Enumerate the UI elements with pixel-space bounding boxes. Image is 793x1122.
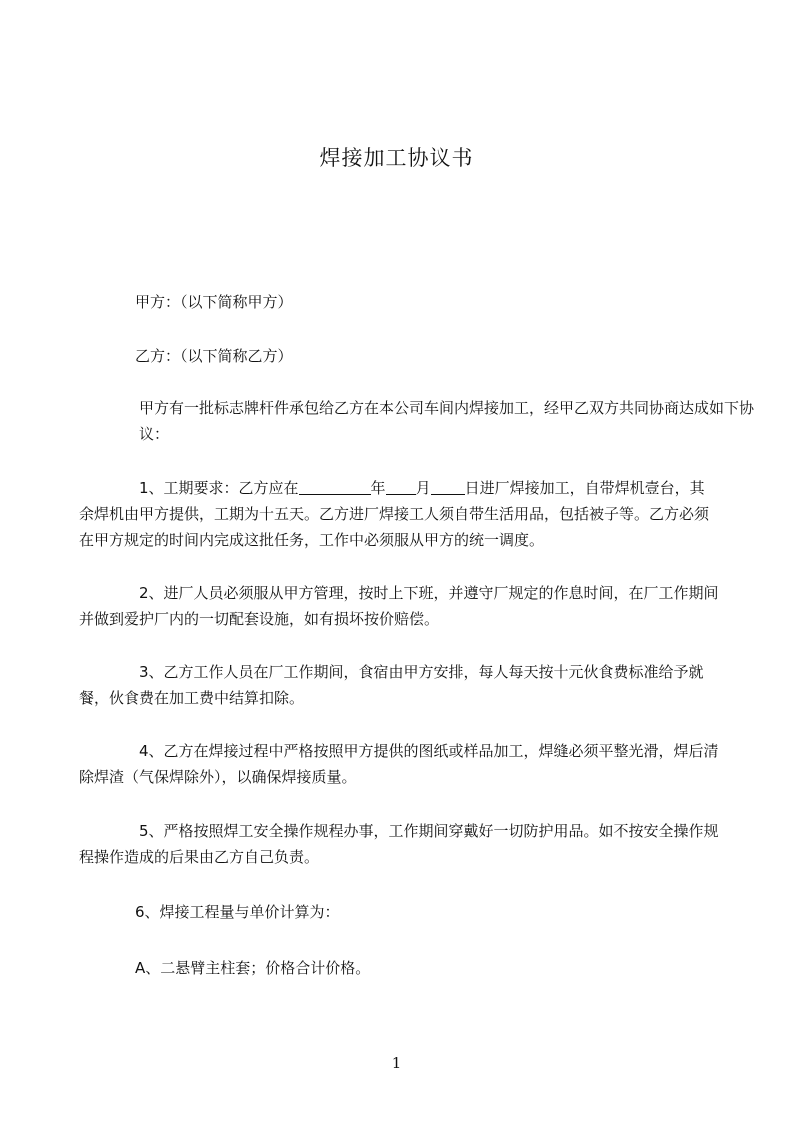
year-blank xyxy=(299,478,371,495)
clause-1-month-label: 月 xyxy=(415,479,431,497)
clause-2-paragraph: 2、进厂人员必须服从甲方管理，按时上下班，并遵守厂规定的作息时间，在厂工作期间并做到爱护厂内的一切配套设施，如有损坏按价赔偿。 xyxy=(79,584,719,628)
clause-1-paragraph xyxy=(79,475,719,553)
party-a-line: 甲方：（以下简称甲方） xyxy=(135,293,293,311)
clause-4-paragraph: 4、乙方在焊接过程中严格按照甲方提供的图纸或样品加工，焊缝必须平整光滑，焊后清除焊渣（气保焊除外），以确保焊接质量。 xyxy=(79,742,719,786)
clause-1-prefix: 1、工期要求：乙方应在 xyxy=(139,479,299,497)
clause-1-suffix: 日进厂焊接加工，自带焊机壹台，其余焊机由甲方提供，工期为十五天。乙方进厂焊接工人须自带生活用品，包括被子等。乙方必须在甲方规定的时间内完成这批任务，工作中必须服从甲方的统一调度。 xyxy=(79,479,710,549)
document-title: 焊接加工协议书 xyxy=(319,146,474,170)
clause-5-paragraph: 5、严格按照焊工安全操作规程办事，工作期间穿戴好一切防护用品。如不按安全操作规程操作造成的后果由乙方自己负责。 xyxy=(79,822,719,866)
day-blank xyxy=(431,478,465,495)
clause-a-paragraph: A、二悬臂主柱套；价格合计价格。 xyxy=(135,959,371,977)
party-b-line: 乙方：（以下简称乙方） xyxy=(135,347,293,365)
clause-1-year-label: 年 xyxy=(370,479,386,497)
clause-3-paragraph: 3、乙方工作人员在厂工作期间，食宿由甲方安排，每人每天按十元伙食费标准给予就餐，伙食费在加工费中结算扣除。 xyxy=(79,663,704,707)
intro-paragraph xyxy=(79,395,779,447)
clause-6-paragraph: 6、焊接工程量与单价计算为： xyxy=(135,903,340,921)
intro-text: 甲方有一批标志牌杆件承包给乙方在本公司车间内焊接加工，经甲乙双方共同协商达成如下协议： xyxy=(139,399,755,443)
month-blank xyxy=(386,478,416,495)
page-number: 1 xyxy=(391,1054,402,1072)
